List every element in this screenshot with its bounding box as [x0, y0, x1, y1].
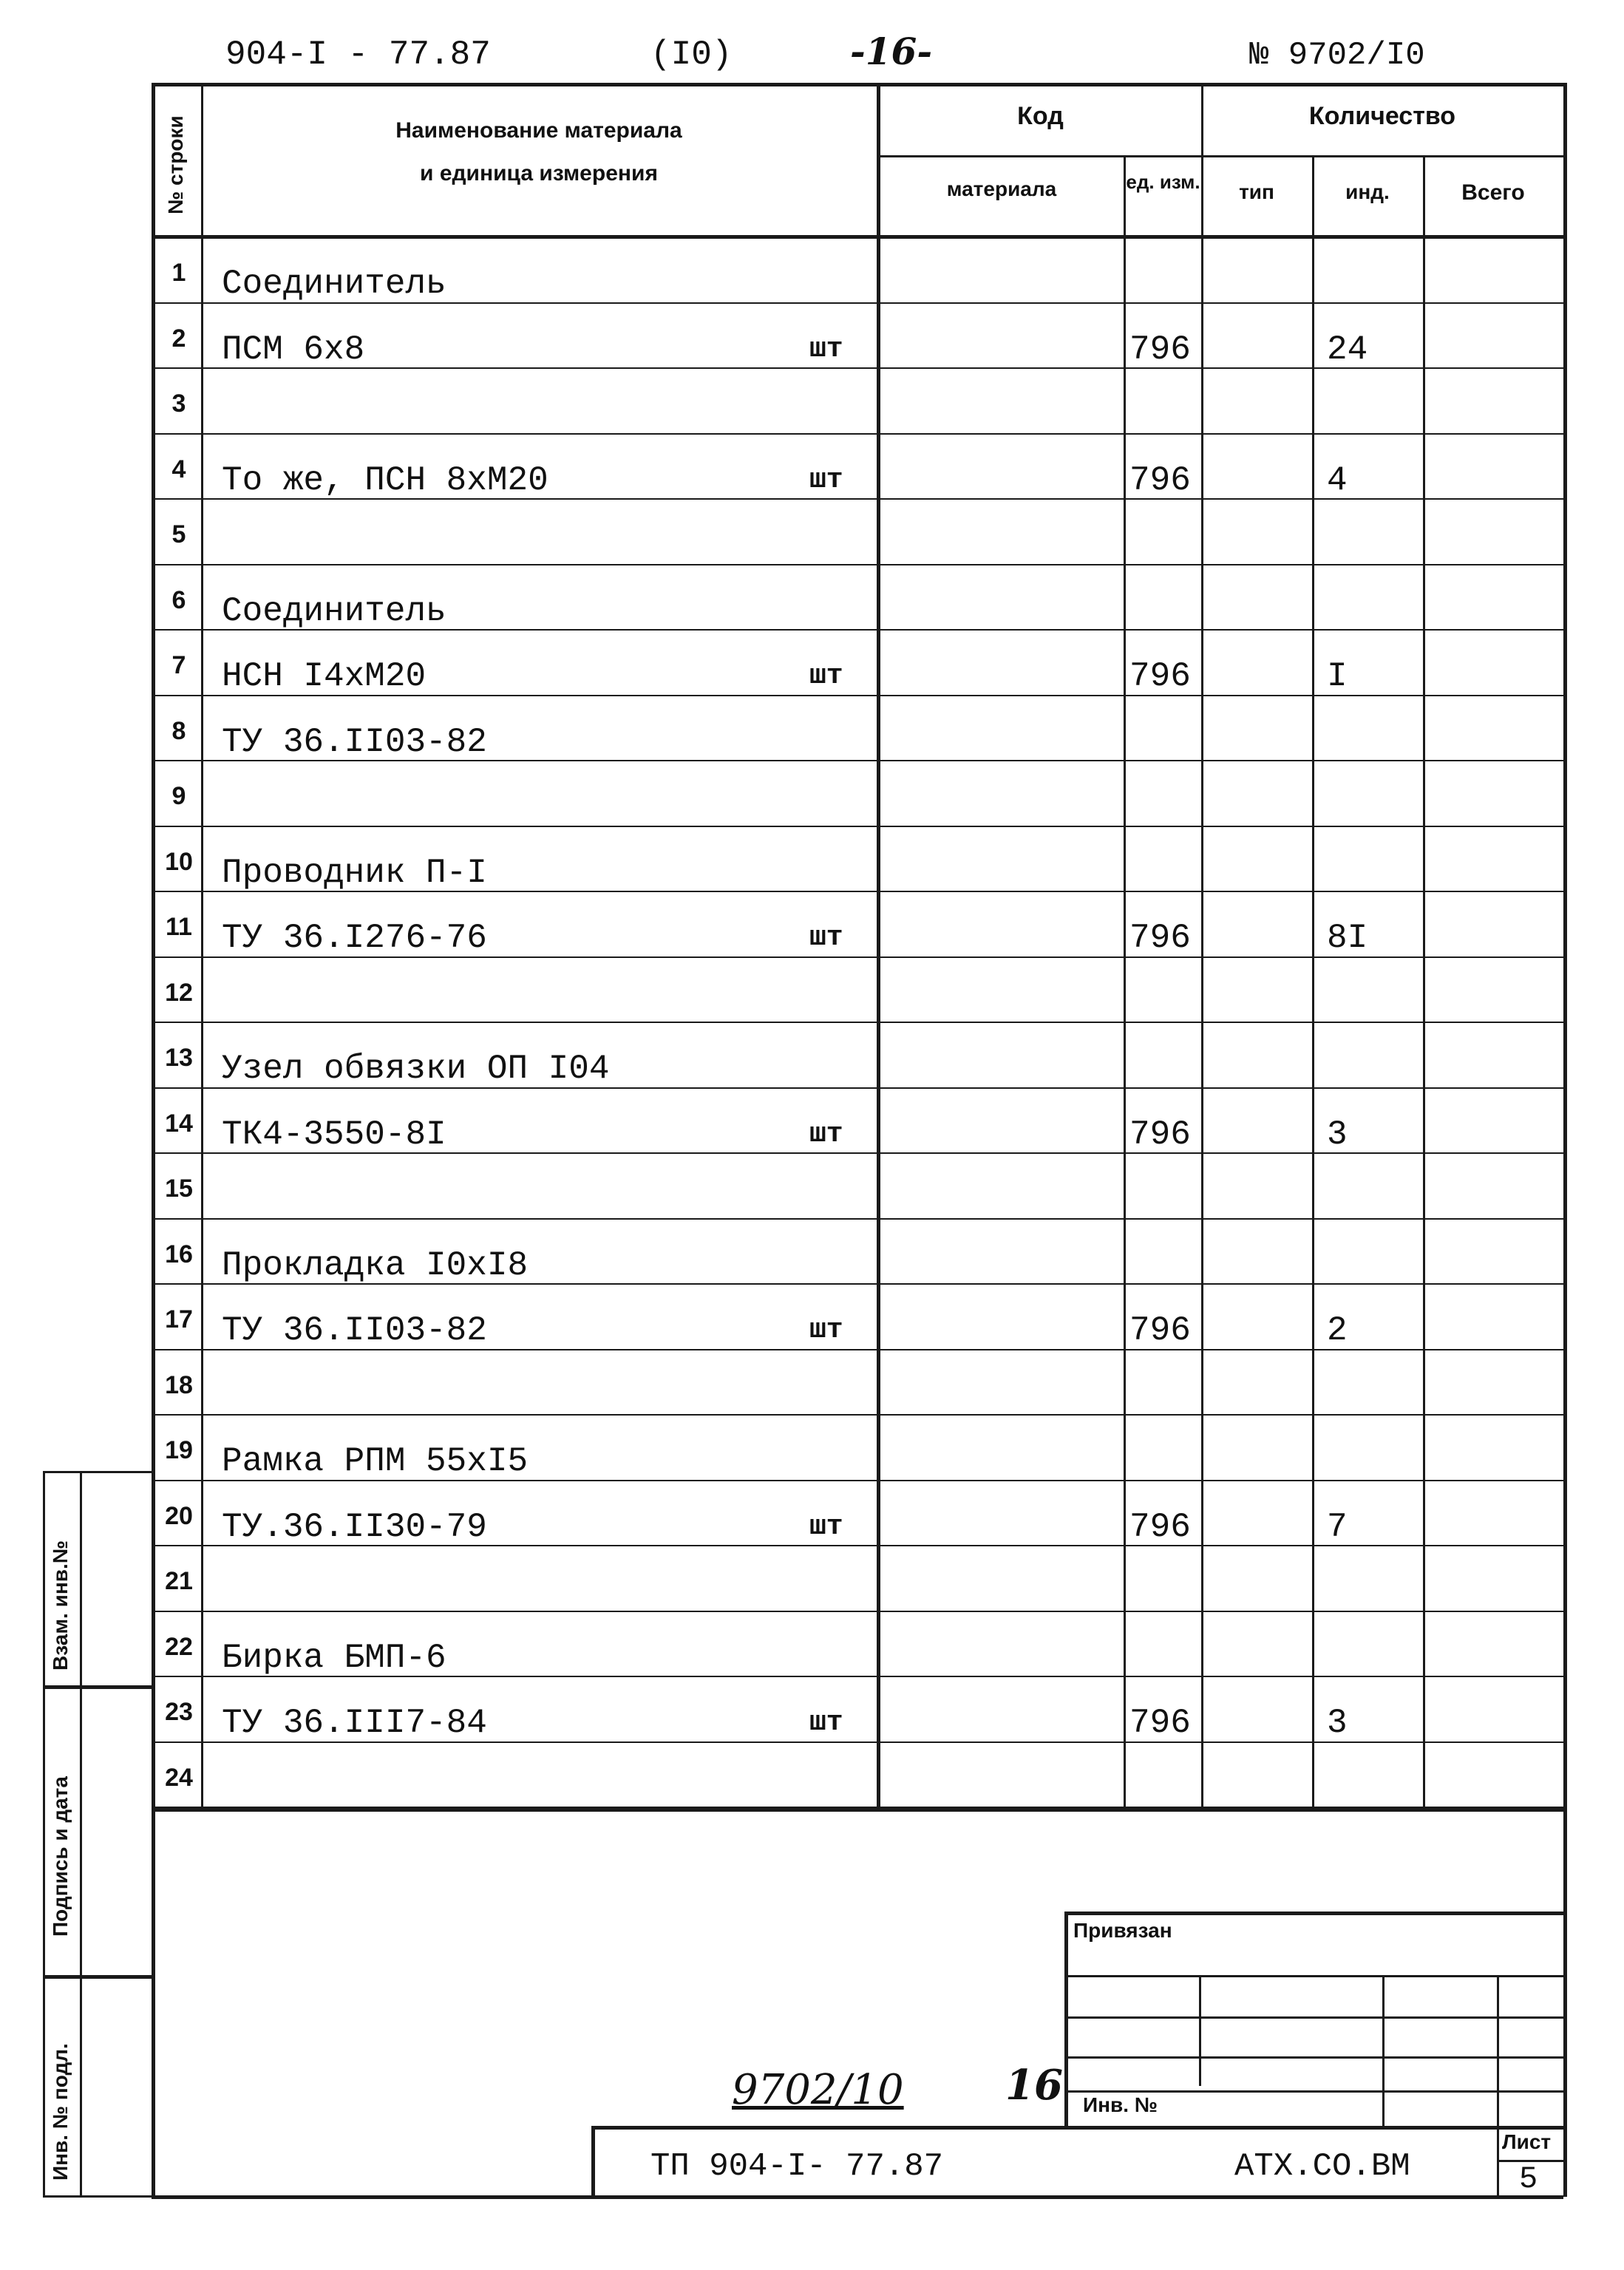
unit-code: 796 [1129, 1311, 1191, 1350]
row-number: 6 [171, 585, 186, 614]
unit-label: шт [809, 660, 843, 692]
sheet-number: 5 [1519, 2161, 1538, 2197]
unit-code: 796 [1129, 1507, 1191, 1546]
material-name: ТУ 36.II03-82 [222, 722, 487, 761]
code-material-header: материала [946, 177, 1057, 200]
row-number: 8 [171, 716, 186, 745]
row-number: 17 [165, 1305, 193, 1333]
row-number: 9 [171, 782, 186, 810]
handwritten-page: 16 [1005, 2061, 1063, 2110]
quantity-ind: 8I [1327, 919, 1368, 957]
material-name: Проводник П-I [222, 853, 487, 892]
section-label: (I0) [650, 35, 733, 74]
quantity-ind: 24 [1327, 330, 1368, 369]
unit-code: 796 [1129, 1115, 1191, 1154]
material-name: Рамка РПМ 55хI5 [222, 1442, 529, 1481]
material-name: ТУ 36.III7-84 [222, 1704, 487, 1742]
material-name: ПСМ 6х8 [222, 330, 365, 369]
unit-label: шт [809, 1510, 843, 1543]
unit-label: шт [809, 1707, 843, 1739]
row-number: 5 [171, 520, 186, 548]
document-designation: ТП 904-I- 77.87 [650, 2148, 944, 2185]
quantity-ind: 3 [1327, 1704, 1348, 1742]
unit-label: шт [809, 1314, 843, 1346]
unit-code: 796 [1129, 919, 1191, 957]
bound-label: Привязан [1073, 1919, 1172, 1942]
row-number: 18 [165, 1370, 193, 1399]
quantity-ind: 3 [1327, 1115, 1348, 1154]
material-name: Бирка БМП-6 [222, 1638, 446, 1677]
unit-label: шт [809, 463, 843, 496]
row-number: 14 [165, 1109, 193, 1138]
unit-label: шт [809, 922, 843, 954]
quantity-ind: 4 [1327, 461, 1348, 500]
material-name: Соединитель [222, 591, 446, 631]
row-number: 4 [171, 455, 186, 483]
handwritten-number: 9702/10 [732, 2066, 904, 2114]
row-number: 1 [171, 259, 186, 287]
inv-no-label: Инв. № [1083, 2093, 1158, 2116]
row-number: 12 [165, 978, 193, 1007]
quantity-ind: 2 [1327, 1311, 1348, 1350]
row-number: 2 [171, 324, 186, 353]
quantity-ind: I [1327, 657, 1348, 696]
unit-code: 796 [1129, 657, 1191, 696]
row-number: 20 [165, 1501, 193, 1530]
row-number: 22 [165, 1632, 193, 1661]
name-header-line2: и единица измерения [420, 161, 658, 186]
material-name: ТУ 36.II03-82 [222, 1311, 487, 1350]
sign-date-label: Подпись и дата [49, 1776, 72, 1937]
name-header-line1: Наименование материала [395, 118, 682, 143]
qty-type-header: тип [1239, 180, 1274, 203]
material-name: ТУ 36.I276-76 [222, 919, 487, 957]
material-name: Соединитель [222, 265, 446, 303]
sheet-label: Лист [1502, 2130, 1552, 2153]
row-number: 24 [165, 1763, 193, 1792]
inv-no-orig-label: Инв. № подл. [49, 2043, 72, 2181]
material-name: Прокладка I0хI8 [222, 1246, 529, 1285]
material-name: ТУ.36.II30-79 [222, 1507, 487, 1546]
row-number: 10 [165, 847, 193, 876]
qty-total-header: Всего [1461, 180, 1525, 205]
page-marker: -16- [850, 30, 933, 73]
row-number: 19 [165, 1436, 193, 1464]
row-number: 16 [165, 1240, 193, 1268]
replace-inv-label: Взам. инв.№ [49, 1540, 72, 1671]
row-number: 21 [165, 1567, 193, 1595]
quantity-ind: 7 [1327, 1507, 1348, 1546]
document-number: № 9702/I0 [1249, 37, 1425, 74]
row-number: 11 [166, 913, 192, 941]
qty-ind-header: инд. [1345, 180, 1390, 203]
row-number: 13 [165, 1044, 193, 1072]
quantity-header: Количество [1308, 102, 1456, 130]
unit-label: шт [809, 333, 843, 365]
material-name: ТК4-3550-8I [222, 1115, 446, 1154]
row-number: 23 [165, 1698, 193, 1726]
row-number: 7 [171, 651, 186, 679]
code-unit-header: ед. изм. [1126, 171, 1200, 193]
unit-code: 796 [1129, 1704, 1191, 1742]
unit-label: шт [809, 1118, 843, 1150]
material-name: НСН I4хМ20 [222, 657, 427, 696]
row-number: 15 [165, 1175, 193, 1203]
row-number: 3 [171, 390, 186, 418]
unit-code: 796 [1129, 461, 1191, 500]
row-number-header: № строки [164, 115, 187, 214]
unit-code: 796 [1129, 330, 1191, 369]
doc-code: 904-I - 77.87 [225, 35, 491, 74]
code-header: Код [1017, 102, 1064, 130]
material-name: Узел обвязки ОП I04 [222, 1050, 610, 1088]
material-name: То же, ПСН 8хМ20 [222, 461, 548, 500]
document-code: АТХ.СО.ВМ [1234, 2148, 1410, 2185]
